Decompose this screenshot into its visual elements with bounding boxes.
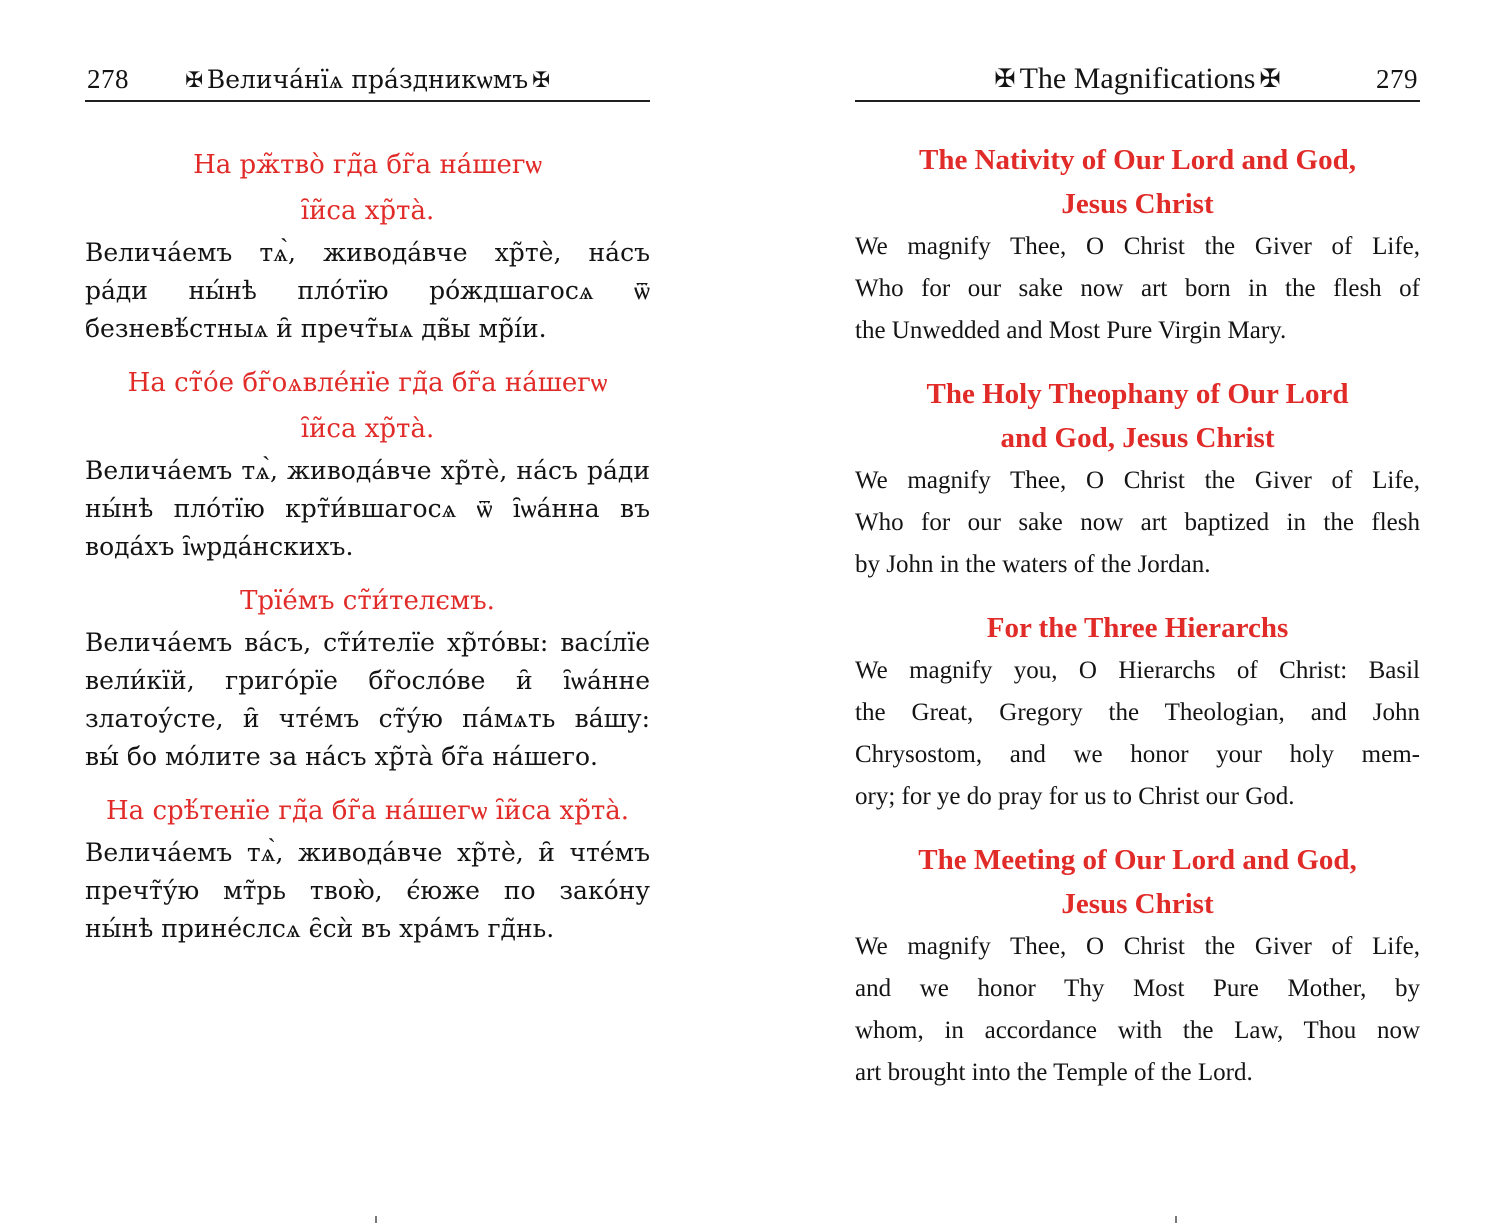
section xyxy=(85,578,650,776)
right-header-title xyxy=(990,62,1285,96)
section-body-line: whom, in accordance with the Law, Thou now xyxy=(855,1017,1420,1044)
section-heading-line: На рж̃тво̀ гд̃а бг̃а на́шегѡ xyxy=(193,150,542,180)
section xyxy=(855,838,1420,1094)
section-body-line: We magnify Thee, O Christ the Giver of Life, xyxy=(855,233,1420,260)
section-heading-line: На ст̃о́е бг̃оѧвле́нїе гд̃а бг̃а на́шегѡ xyxy=(127,368,608,398)
section-body-line: ра́ди ны́нѣ пло́тїю ро́ждшагосѧ ѿ xyxy=(85,276,650,305)
section-body-line: Велича́емъ тѧ̀, живода́вче хр̃тѐ, на́съ ра́ди xyxy=(85,456,650,485)
section-body-line: вода́хъ і̑ѡрда́нскихъ. xyxy=(85,532,354,561)
left-page xyxy=(85,58,650,948)
cross-pattee-icon: ✠ xyxy=(1259,64,1281,93)
right-page-content xyxy=(855,138,1420,1094)
section xyxy=(855,138,1420,352)
cross-pattee-icon: ✠ xyxy=(185,68,203,93)
left-header-title-text: Велича́нїѧ пра́здникѡмъ xyxy=(206,65,529,94)
section-heading xyxy=(85,142,650,234)
section-body-line: безневѣ́стныѧ и̑ пречт̃ыѧ дв̃ы мр̃і́и. xyxy=(85,314,547,343)
section-heading-line: Jesus Christ xyxy=(1061,188,1214,220)
cross-pattee-icon: ✠ xyxy=(994,64,1016,93)
section-body xyxy=(855,650,1420,818)
section-body-line: Велича́емъ тѧ̀, живода́вче хр̃тѐ, и̑ чте́мъ xyxy=(85,838,650,867)
section-body-line: by John in the waters of the Jordan. xyxy=(855,551,1211,578)
section-body xyxy=(85,234,650,348)
section xyxy=(85,788,650,948)
section xyxy=(85,360,650,566)
section-heading xyxy=(85,360,650,452)
section-body-line: We magnify Thee, O Christ the Giver of Life, xyxy=(855,933,1420,960)
section-body xyxy=(855,226,1420,352)
section-body-line: Chrysostom, and we honor your holy mem- xyxy=(855,741,1420,768)
section-heading xyxy=(855,372,1420,460)
section-body-line: art brought into the Temple of the Lord. xyxy=(855,1059,1253,1086)
section-heading-line: і̑и̃са хр̃та̀. xyxy=(300,196,435,226)
section xyxy=(85,142,650,348)
section-body-line: вы́ бо мо́лите за на́съ хр̃та̀ бг̃а на́шего. xyxy=(85,742,598,771)
section-body xyxy=(85,624,650,776)
section-body-line: Who for our sake now art baptized in the flesh xyxy=(855,509,1420,536)
right-page xyxy=(855,58,1420,1094)
section-body-line: Велича́емъ тѧ̀, живода́вче хр̃тѐ, на́съ xyxy=(85,238,650,267)
section-body-line: We magnify you, O Hierarchs of Christ: Basil xyxy=(855,657,1420,684)
section-body-line: the Great, Gregory the Theologian, and John xyxy=(855,699,1420,726)
section-body xyxy=(85,834,650,948)
section-heading-line: На срѣ́тенїе гд̃а бг̃а на́шегѡ і̑и̃са хр̃та̀. xyxy=(106,796,629,826)
section-heading xyxy=(85,578,650,624)
section-body xyxy=(855,460,1420,586)
section-heading-line: and God, Jesus Christ xyxy=(1000,422,1275,454)
section-body-line: Who for our sake now art born in the flesh of xyxy=(855,275,1420,302)
section xyxy=(855,372,1420,586)
section-body-line: вели́кїй, григо́рїе бг̃осло́ве и̑ і̑ѡа́нне xyxy=(85,666,650,695)
left-page-header xyxy=(85,58,650,102)
right-header-title-text: The Magnifications xyxy=(1019,62,1256,95)
crop-mark xyxy=(1175,1216,1177,1223)
left-page-content xyxy=(85,142,650,948)
section-body-line: ory; for ye do pray for us to Christ our God. xyxy=(855,783,1295,810)
left-header-title xyxy=(181,65,554,95)
section-heading-line: The Meeting of Our Lord and God, xyxy=(918,844,1357,876)
right-page-number: 279 xyxy=(1376,64,1418,94)
section-body-line: Велича́емъ ва́съ, ст̃и́телїе хр̃то́вы: васі́лїе xyxy=(85,628,650,657)
cross-pattee-icon: ✠ xyxy=(532,68,550,93)
section-heading-line: і̑и̃са хр̃та̀. xyxy=(300,414,435,444)
section-body-line: златоу́сте, и̑ чте́мъ ст̃у́ю па́мѧть ва́шу: xyxy=(85,704,650,733)
section-heading-line: The Nativity of Our Lord and God, xyxy=(919,144,1356,176)
right-page-header xyxy=(855,58,1420,102)
section-body-line: пречт̃у́ю мт̃рь твою̀, є́юже по зако́ну xyxy=(85,876,650,905)
left-page-number: 278 xyxy=(87,64,129,94)
section-heading xyxy=(855,838,1420,926)
section-heading-line: Jesus Christ xyxy=(1061,888,1214,920)
crop-mark xyxy=(375,1216,377,1223)
section-body-line: ны́нѣ пло́тїю крт̃и́вшагосѧ ѿ і̑ѡа́нна въ xyxy=(85,494,650,523)
section-body-line: ны́нѣ прине́слсѧ є̑сѝ въ хра́мъ гд̃нь. xyxy=(85,914,555,943)
section-body-line: the Unwedded and Most Pure Virgin Mary. xyxy=(855,317,1287,344)
section-body xyxy=(855,926,1420,1094)
section-body xyxy=(85,452,650,566)
section-heading xyxy=(855,138,1420,226)
section xyxy=(855,606,1420,818)
section-body-line: We magnify Thee, O Christ the Giver of Life, xyxy=(855,467,1420,494)
section-heading xyxy=(85,788,650,834)
section-heading-line: The Holy Theophany of Our Lord xyxy=(926,378,1349,410)
section-heading-line: For the Three Hierarchs xyxy=(986,612,1289,644)
section-heading-line: Трїе́мъ ст̃и́телємъ. xyxy=(240,586,495,616)
section-heading xyxy=(855,606,1420,650)
section-body-line: and we honor Thy Most Pure Mother, by xyxy=(855,975,1420,1002)
